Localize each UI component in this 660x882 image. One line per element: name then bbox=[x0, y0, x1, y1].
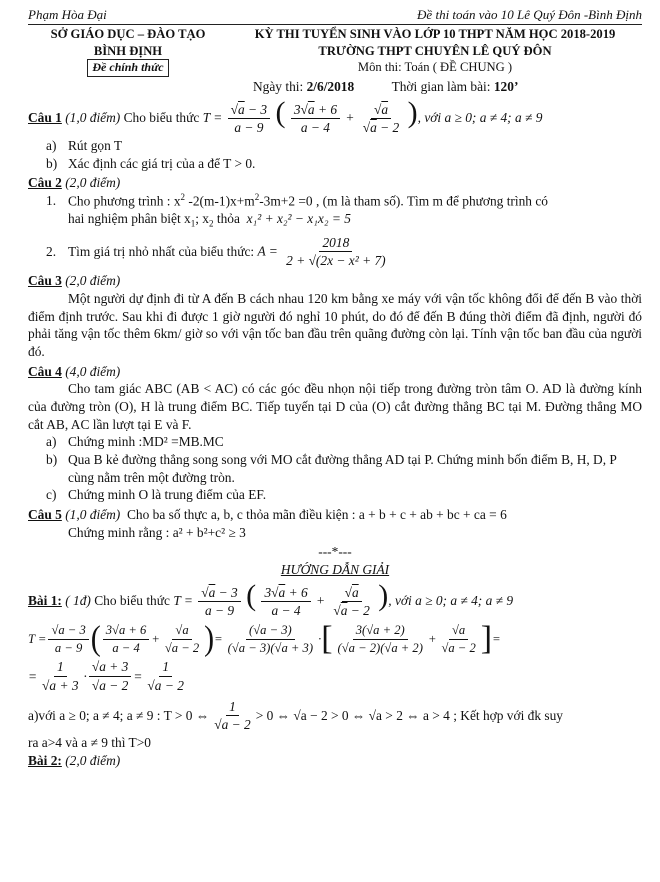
q2-part-1: 1. Cho phương trình : $x^2$ $-2(m-1)x+m^2-3m+2 =0$ , (m là tham số). Tìm m để phương trình có hai nghiệm phân biệt $x_1$; $x_2$ thỏa x₁² + x₂² − x₁x₂ = 5 bbox=[46, 192, 548, 229]
q2-p1-text-a: Cho phương trình : x bbox=[68, 193, 181, 209]
exam-header bbox=[28, 26, 642, 77]
q4-part-b: b) Qua B kẻ đường thẳng song song với MO cắt đường thẳng AD tại P. Chứng minh bốn điểm B, H, D, P cùng nằm trên một đường tròn. bbox=[28, 451, 642, 486]
solution-2 bbox=[28, 752, 642, 770]
q5-label: Câu 5 bbox=[28, 507, 62, 523]
q5-prove: Chứng minh rằng : a² + b²+c² ≥ 3 bbox=[68, 524, 246, 540]
date-line bbox=[28, 78, 642, 96]
school-name: TRƯỜNG THPT CHUYÊN LÊ QUÝ ĐÔN bbox=[318, 43, 552, 58]
b1-step-2: = $\frac{1}{√a + 3}$ · $\frac{√a + 3}{√a - 2}$ = $\frac{1}{√a - 2}$ bbox=[28, 659, 184, 693]
q2-p2-numerator: 2018 bbox=[319, 234, 352, 253]
solution-1 bbox=[28, 578, 642, 620]
q2-label: Câu 2 bbox=[28, 175, 62, 191]
b1-label: Bài 1: bbox=[28, 592, 62, 608]
q1-a-text: Rút gọn T bbox=[68, 138, 123, 153]
b2-points: (2,0 điểm) bbox=[65, 752, 121, 768]
q2-p2-text: Tìm giá trị nhỏ nhất của biểu thức: bbox=[68, 244, 255, 260]
q2-p1-text-b: -2(m-1)x+m bbox=[185, 193, 255, 209]
q4-b-text: Qua B kẻ đường thẳng song song với MO cắt đường thẳng AD tại P. Chứng minh bốn điểm B, H, D, P cùng nằm trên một đường tròn. bbox=[68, 452, 617, 485]
question-5 bbox=[28, 506, 642, 524]
q4-part-a: a) Chứng minh :MD² =MB.MC bbox=[46, 434, 224, 450]
exam-name: KỲ THI TUYỂN SINH VÀO LỚP 10 THPT NĂM HỌC 2018-2019 bbox=[254, 27, 616, 42]
b1-step-1: T = $\frac{√a - 3}{a - 9}$ ( $\frac{3√a + 6}{a - 4}$ + $\frac{√a}{√a - 2}$ ) = $\frac{(√a - 3)}{(√a - 3)(√a + 3)}$ · [ $\frac{3(√a + 2)}{(√a - 2)(√a + 2)}$ + $\frac{√a}{√a - 2}$ ] = bbox=[28, 619, 501, 658]
q2-p1-equation: x₁² + x₂² − x₁x₂ = 5 bbox=[246, 211, 351, 227]
b1-points: ( 1đ) bbox=[65, 592, 91, 608]
department-block bbox=[28, 26, 228, 77]
q4-a-text: Chứng minh :MD² =MB.MC bbox=[68, 434, 224, 450]
q4-points: (4,0 điểm) bbox=[65, 363, 121, 379]
exam-date: 2/6/2018 bbox=[306, 79, 355, 95]
q1-expression: T = $\frac{√a - 3}{a - 9}$ ( $\frac{3√a + 6}{a - 4}$ + $\frac{√a}{√a - 2}$ ) bbox=[202, 95, 418, 136]
b1-eq-end: = bbox=[492, 631, 501, 646]
question-3 bbox=[28, 272, 642, 290]
q5-text: Cho ba số thực a, b, c thỏa mãn điều kiện : a + b + c + ab + bc + ca = 6 bbox=[126, 507, 507, 523]
question-2 bbox=[28, 174, 642, 192]
divider: ---*--- bbox=[318, 544, 352, 560]
q1-part-b: b) Xác định các giá trị của a để T > 0. bbox=[46, 155, 256, 171]
q3-points: (2,0 điểm) bbox=[65, 273, 121, 289]
exam-time: 120’ bbox=[493, 79, 519, 95]
q1-label: Câu 1 bbox=[28, 109, 62, 125]
exam-title-block bbox=[228, 26, 642, 77]
time-label: Thời gian làm bài: bbox=[391, 79, 491, 95]
q2-p2-denominator: 2 + √(2x − x² + 7) bbox=[286, 253, 386, 269]
province-name: BÌNH ĐỊNH bbox=[93, 43, 163, 58]
official-label: Đề chính thức bbox=[87, 59, 168, 77]
q2-p1-text-d: hai nghiệm phân biệt x bbox=[68, 211, 191, 227]
q4-part-c: c) Chứng minh O là trung điểm của EF. bbox=[46, 487, 267, 503]
q1-points: (1,0 điểm) bbox=[65, 109, 121, 125]
subject-line: Môn thi: Toán ( ĐỀ CHUNG ) bbox=[357, 60, 513, 75]
b1-step3-chain: > 0 ⇔ √a − 2 > 0 ⇔ √a > 2 ⇔ a > 4 ; Kết hợp với đk suy bbox=[255, 707, 563, 723]
q4-label: Câu 4 bbox=[28, 363, 62, 379]
b1-expression: T = $\frac{√a - 3}{a - 9}$ ( $\frac{3√a + 6}{a - 4}$ + $\frac{√a}{√a - 2}$ ) bbox=[173, 578, 389, 619]
q4-c-text: Chứng minh O là trung điểm của EF. bbox=[68, 487, 267, 503]
solution-title: HƯỚNG DẪN GIẢI bbox=[280, 562, 390, 578]
question-1 bbox=[28, 95, 642, 137]
b2-label: Bài 2: bbox=[28, 752, 62, 768]
date-label: Ngày thi: bbox=[253, 79, 304, 95]
b1-conclusion: ra a>4 và a ≠ 9 thì T>0 bbox=[28, 734, 151, 750]
q2-p1-text-f: thỏa bbox=[213, 211, 240, 227]
q5-points: (1,0 điểm) bbox=[65, 507, 121, 523]
b1-intro: Cho biểu thức bbox=[94, 592, 170, 608]
question-4 bbox=[28, 363, 642, 381]
b1-step3-cond: a)với a ≥ 0; a ≠ 4; a ≠ 9 : T > 0 ⇔ bbox=[28, 707, 210, 723]
q3-text: Một người dự định đi từ A đến B cách nhau 120 km bằng xe máy với vận tốc không đổi để đến B vào thời điểm định trước. Sau khi đi được 1 giờ người đó nghỉ 10 phút, do đó để đến B đúng thời điểm đã định, người đó phải tăng vận tốc thêm 6km/ giờ so với vận tốc ban đầu trên quãng đường còn lại. Tính vận tốc ban đầu của người đó. bbox=[28, 290, 642, 359]
department-name: SỞ GIÁO DỤC – ĐÀO TẠO bbox=[50, 27, 206, 42]
b1-condition: , với a ≥ 0; a ≠ 4; a ≠ 9 bbox=[388, 592, 514, 608]
q2-part-2: 2. Tìm giá trị nhỏ nhất của biểu thức: A = $\frac{2018}{\text{2 + √(2x − x² + 7)}}$ bbox=[28, 234, 642, 270]
q1-condition: , với a ≥ 0; a ≠ 4; a ≠ 9 bbox=[417, 109, 543, 125]
exam-source: Đề thi toán vào 10 Lê Quý Đôn -Bình Định bbox=[417, 7, 642, 22]
q3-label: Câu 3 bbox=[28, 273, 62, 289]
running-header bbox=[28, 6, 642, 25]
q4-text: Cho tam giác ABC (AB < AC) có các góc đều nhọn nội tiếp trong đường tròn tâm O. AD là đường kính của đường tròn (O), H là trung điểm BC. Tiếp tuyến tại D của (O) cắt đường thẳng BC tại M. Đường thẳng MO cắt AB, AC lần lượt tại E và F. bbox=[28, 381, 642, 432]
q1-part-a: a) Rút gọn T bbox=[46, 138, 123, 153]
q2-p1-text-e: ; x bbox=[195, 211, 209, 227]
q1-intro: Cho biểu thức bbox=[123, 109, 200, 125]
q2-p1-text-c: -3m+2 =0 , (m là tham số). Tìm m để phương trình có bbox=[259, 193, 548, 209]
b1-step-3: a)với a ≥ 0; a ≠ 4; a ≠ 9 : T > 0 ⇔ $\frac{1}{√a - 2}$ > 0 ⇔ √a − 2 > 0 ⇔ √a > 2 ⇔ a > 4 ; Kết hợp với đk suy bbox=[28, 698, 563, 733]
author-name: Phạm Hòa Đại bbox=[28, 7, 107, 22]
q1-b-text: Xác định các giá trị của a để T > 0. bbox=[68, 155, 256, 171]
q2-points: (2,0 điểm) bbox=[65, 175, 121, 191]
